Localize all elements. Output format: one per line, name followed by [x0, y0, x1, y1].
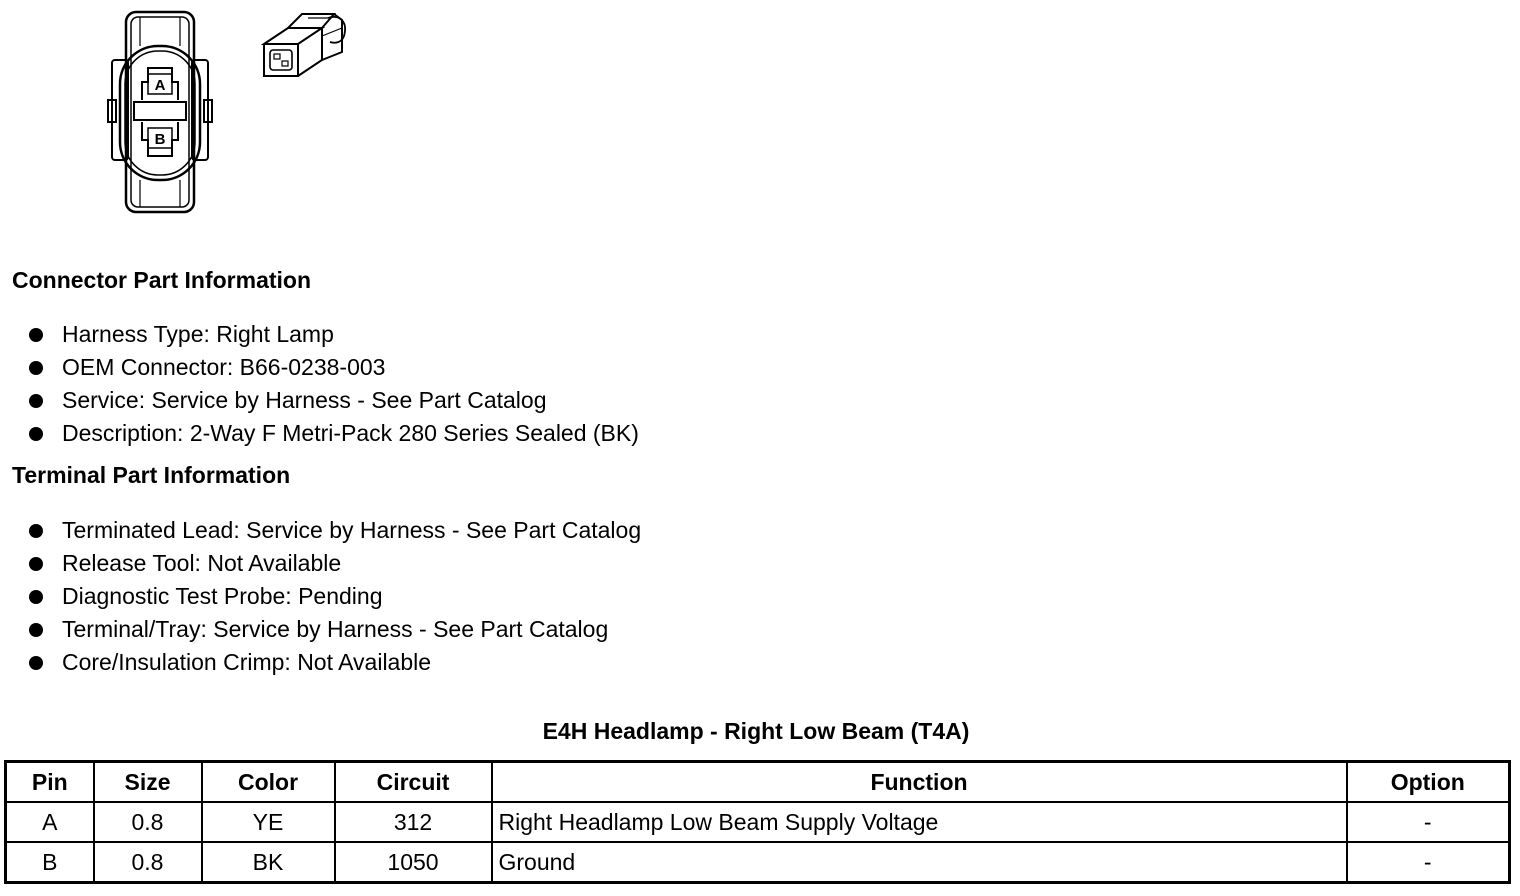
list-item: [28, 417, 639, 450]
table-header-row: [6, 762, 1510, 803]
terminal-info-item-text: Release Tool: Not Available: [62, 550, 342, 576]
column-header-pin: Pin: [6, 762, 94, 803]
list-item: [28, 351, 639, 384]
bullet-icon: [29, 394, 43, 408]
bullet-icon: [29, 590, 43, 604]
cell-function: Ground: [492, 842, 1347, 883]
connector-info-item-text: Harness Type: Right Lamp: [62, 321, 334, 347]
cell-function: Right Headlamp Low Beam Supply Voltage: [492, 802, 1347, 842]
cell-pin: B: [6, 842, 94, 883]
table-row: [6, 802, 1510, 842]
terminal-info-item-text: Terminal/Tray: Service by Harness - See Part Catalog: [62, 616, 609, 642]
cell-color: YE: [202, 802, 335, 842]
column-header-circuit: Circuit: [335, 762, 492, 803]
bullet-icon: [29, 328, 43, 342]
cell-pin: A: [6, 802, 94, 842]
cell-option: -: [1347, 842, 1510, 883]
list-item: [28, 384, 639, 417]
column-header-color: Color: [202, 762, 335, 803]
list-item: [28, 547, 641, 580]
pin-a-label: A: [154, 77, 166, 94]
connector-isometric-diagram: [258, 6, 350, 84]
pin-table-title: E4H Headlamp - Right Low Beam (T4A): [542, 718, 970, 744]
cell-circuit: 312: [335, 802, 492, 842]
terminal-info-item-text: Terminated Lead: Service by Harness - See Part Catalog: [62, 517, 642, 543]
bullet-icon: [29, 656, 43, 670]
column-header-option: Option: [1347, 762, 1510, 803]
connector-face-view-diagram: [104, 8, 216, 216]
terminal-info-heading: Terminal Part Information: [12, 462, 291, 488]
pin-table: [4, 760, 1511, 884]
connector-info-item-text: Description: 2-Way F Metri-Pack 280 Series Sealed (BK): [62, 420, 639, 446]
terminal-info-item-text: Diagnostic Test Probe: Pending: [62, 583, 383, 609]
connector-info-list: [28, 318, 639, 450]
bullet-icon: [29, 524, 43, 538]
table-row: [6, 842, 1510, 883]
list-item: [28, 514, 641, 547]
column-header-size: Size: [94, 762, 202, 803]
terminal-info-list: [28, 514, 641, 679]
bullet-icon: [29, 623, 43, 637]
cell-color: BK: [202, 842, 335, 883]
cell-size: 0.8: [94, 802, 202, 842]
connector-info-item-text: OEM Connector: B66-0238-003: [62, 354, 386, 380]
list-item: [28, 318, 639, 351]
bullet-icon: [29, 557, 43, 571]
list-item: [28, 613, 641, 646]
pin-b-label: B: [154, 131, 166, 148]
cell-circuit: 1050: [335, 842, 492, 883]
cell-option: -: [1347, 802, 1510, 842]
cell-size: 0.8: [94, 842, 202, 883]
bullet-icon: [29, 427, 43, 441]
connector-info-heading: Connector Part Information: [12, 267, 312, 293]
bullet-icon: [29, 361, 43, 375]
list-item: [28, 580, 641, 613]
column-header-function: Function: [492, 762, 1347, 803]
connector-info-item-text: Service: Service by Harness - See Part Catalog: [62, 387, 547, 413]
terminal-info-item-text: Core/Insulation Crimp: Not Available: [62, 649, 432, 675]
list-item: [28, 646, 641, 679]
